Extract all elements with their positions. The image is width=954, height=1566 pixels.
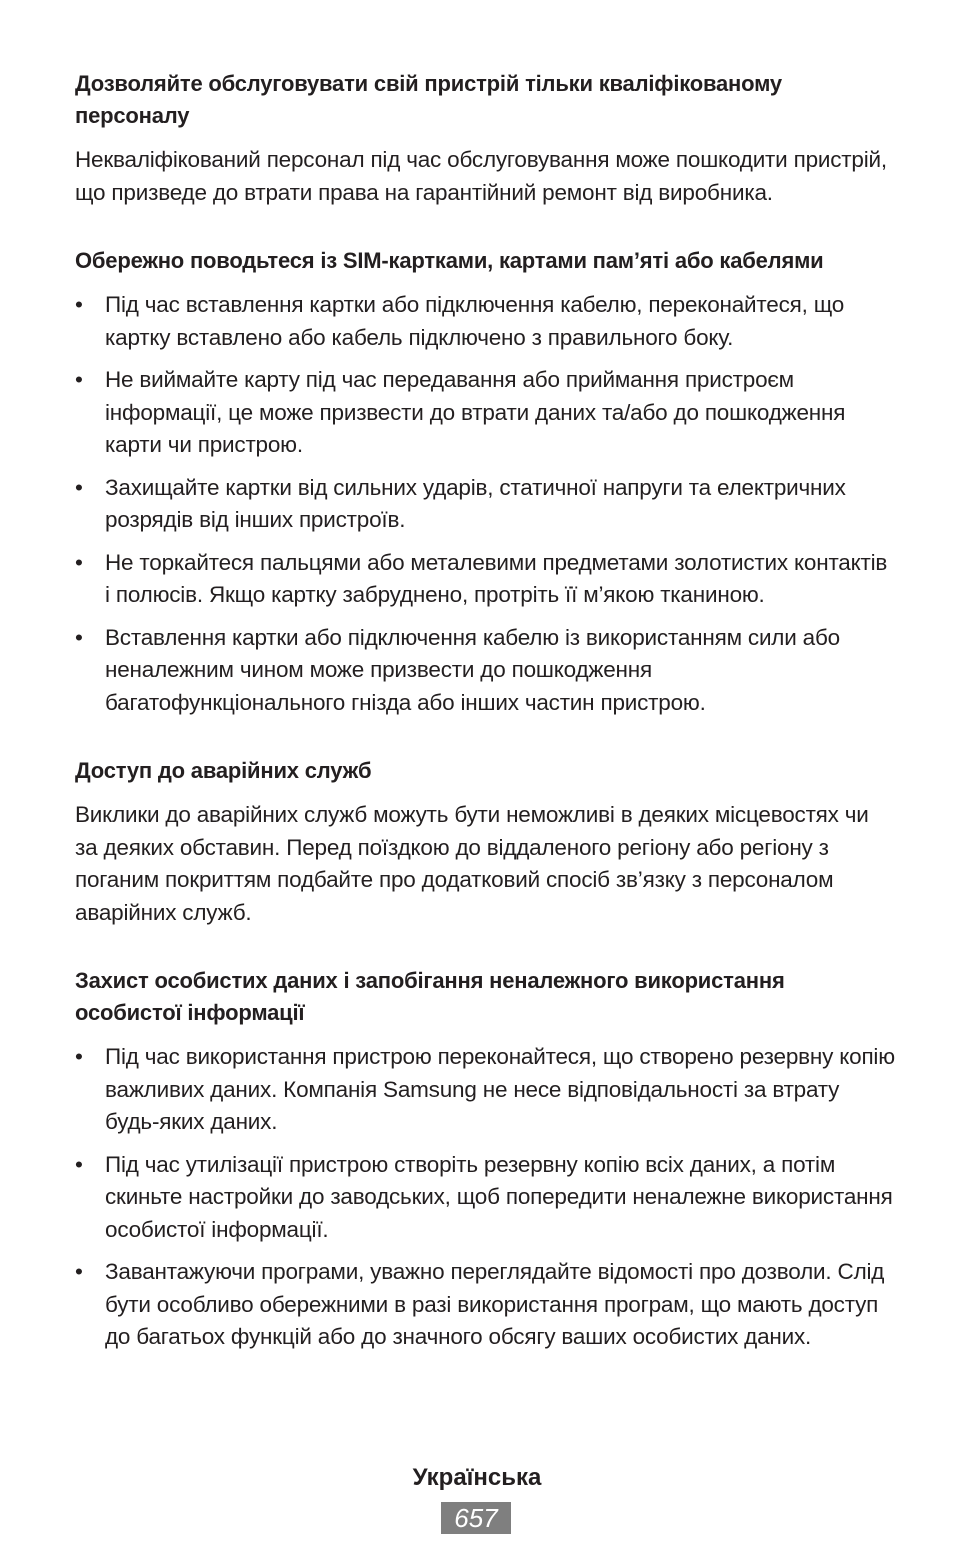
section-heading: Обережно поводьтеся із SIM-картками, картами пам’яті або кабелями: [75, 248, 824, 273]
list-item: [75, 1256, 895, 1354]
page-content: [75, 68, 895, 1354]
list-item-text: Під час використання пристрою переконайтеся, що створено резервну копію важливих даних. Компанія Samsung не несе відповідальності за втрату будь-яких даних.: [105, 1044, 895, 1134]
section-heading: Доступ до аварійних служб: [75, 758, 372, 783]
bullet-icon: •: [75, 1151, 83, 1177]
section-heading: Дозволяйте обслуговувати свій пристрій тільки кваліфікованому персоналу: [75, 71, 782, 128]
section-paragraph: Некваліфікований персонал під час обслуговування може пошкодити пристрій, що призведе до втрати права на гарантійний ремонт від виробника.: [75, 147, 887, 205]
list-item-text: Не торкайтеся пальцями або металевими предметами золотистих контактів і полюсів. Якщо картку забруднено, протріть її м’якою тканиною.: [105, 549, 888, 607]
section-qualified-service: [75, 68, 895, 209]
list-item-text: Вставлення картки або підключення кабелю із використанням сили або неналежним чином може призвести до пошкодження багатофункціонального гнізда або інших частин пристрою.: [105, 624, 840, 715]
section-personal-data: [75, 965, 895, 1354]
list-item: [75, 622, 895, 720]
bullet-icon: •: [75, 367, 83, 392]
bullet-icon: •: [75, 549, 83, 575]
bullet-icon: •: [75, 1259, 83, 1284]
list-item: [75, 1149, 895, 1247]
list-item-text: Під час вставлення картки або підключення кабелю, переконайтеся, що картку вставлено або кабель підключено з правильного боку.: [105, 292, 845, 350]
footer-language: Українська: [412, 1464, 542, 1491]
bullet-icon: •: [75, 624, 83, 650]
bullet-icon: •: [75, 1044, 83, 1069]
section-paragraph: Виклики до аварійних служб можуть бути неможливі в деяких місцевостях чи за деяких обставин. Перед поїздкою до віддаленого регіону або регіону з поганим покриттям подбайте про додатковий спосіб зв’язку з персоналом аварійних служб.: [75, 802, 869, 925]
section-sim-cards: [75, 245, 895, 719]
section-emergency-services: [75, 755, 895, 929]
bullet-list: [75, 289, 895, 719]
list-item-text: Захищайте картки від сильних ударів, статичної напруги та електричних розрядів від інших пристроїв.: [105, 474, 846, 532]
list-item: [75, 289, 895, 354]
bullet-icon: •: [75, 474, 83, 500]
list-item-text: Не виймайте карту під час передавання або приймання пристроєм інформації, це може призвести до втрати даних та/або до пошкодження карти чи пристрою.: [105, 367, 846, 457]
section-heading: Захист особистих даних і запобігання неналежного використання особистої інформації: [75, 968, 785, 1025]
list-item-text: Під час утилізації пристрою створіть резервну копію всіх даних, а потім скиньте настройки до заводських, щоб попередити неналежне використання особистої інформації.: [105, 1151, 893, 1242]
bullet-icon: •: [75, 292, 83, 317]
list-item: [75, 1041, 895, 1139]
page-number: 657: [441, 1502, 511, 1534]
list-item: [75, 364, 895, 462]
list-item: [75, 547, 895, 612]
bullet-list: [75, 1041, 895, 1354]
list-item: [75, 472, 895, 537]
list-item-text: Завантажуючи програми, уважно переглядайте відомості про дозволи. Слід бути особливо обережними в разі використання програм, що мають доступ до багатьох функцій або до значного обсягу ваших особистих даних.: [105, 1259, 885, 1349]
